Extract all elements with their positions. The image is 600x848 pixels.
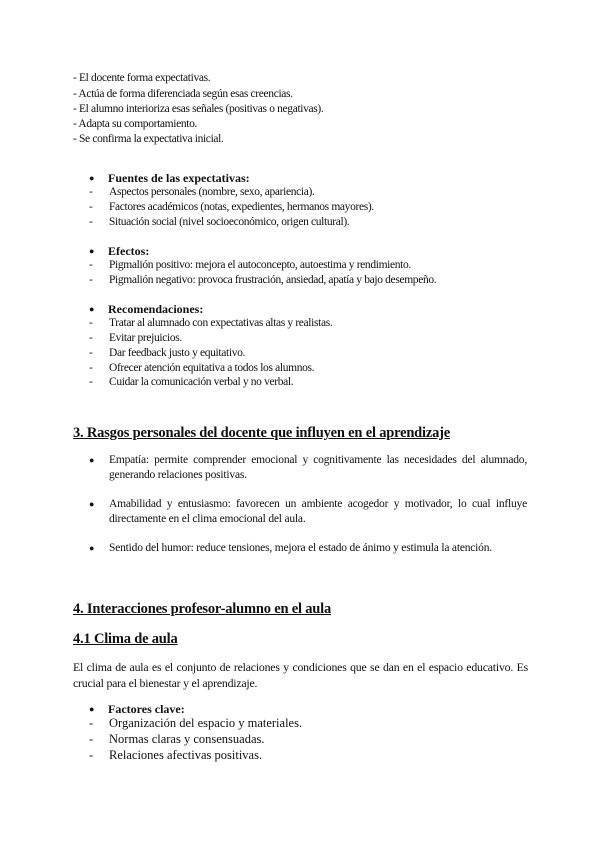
list-item: - Pigmalión negativo: provoca frustración, ansiedad, apatía y bajo desempeño. (89, 274, 437, 286)
efectos-title: ● Efectos: (89, 244, 150, 258)
section-heading: 3. Rasgos personales del docente que influyen en el aprendizaje (73, 425, 451, 441)
bullet-icon: ● (89, 173, 95, 183)
list-item: - Normas claras y consensuadas. (89, 732, 265, 746)
list-item: - Organización del espacio y materiales. (89, 716, 303, 730)
list-item: - Pigmalión positivo: mejora el autoconcepto, autoestima y rendimiento. (89, 259, 411, 271)
list-item: - Cuidar la comunicación verbal y no verbal. (89, 376, 294, 388)
intro-step: - El alumno interioriza esas señales (positivas o negativas). (73, 103, 324, 115)
recomendaciones-title: ● Recomendaciones: (89, 302, 204, 316)
trait-bullet: ● Empatía: permite comprender emocional y cognitivamente las necesidades del alumnado, generando relaciones positivas. (89, 454, 527, 481)
paragraph: El clima de aula es el conjunto de relaciones y condiciones que se dan en el espacio educativo. Es crucial para el bienestar y el aprendizaje. (73, 660, 528, 690)
subsection-heading: 4.1 Clima de aula (73, 631, 178, 647)
list-item: - Situación social (nivel socioeconómico, origen cultural). (89, 216, 350, 228)
bullet-icon: ● (89, 499, 95, 509)
bullet-icon: ● (89, 543, 95, 553)
factores-title: ● Factores clave: (89, 702, 185, 716)
bullet-icon: ● (89, 246, 95, 256)
section-heading: 4. Interacciones profesor-alumno en el aula (73, 601, 332, 617)
intro-step: - Actúa de forma diferenciada según esas creencias. (73, 88, 293, 100)
intro-step: - El docente forma expectativas. (73, 72, 211, 84)
list-item: - Dar feedback justo y equitativo. (89, 347, 246, 359)
list-item: - Aspectos personales (nombre, sexo, apariencia). (89, 186, 315, 198)
list-item: - Factores académicos (notas, expedientes, hermanos mayores). (89, 201, 374, 213)
list-item: - Relaciones afectivas positivas. (89, 748, 263, 762)
trait-bullet: ● Amabilidad y entusiasmo: favorecen un ambiente acogedor y motivador, lo cual influye directamente en el clima emocional del aula. (89, 498, 527, 525)
intro-step: - Se confirma la expectativa inicial. (73, 133, 224, 145)
bullet-icon: ● (89, 455, 95, 465)
list-item: - Ofrecer atención equitativa a todos los alumnos. (89, 362, 315, 374)
bullet-icon: ● (89, 704, 95, 714)
bullet-icon: ● (89, 304, 95, 314)
intro-step: - Adapta su comportamiento. (73, 118, 198, 130)
fuentes-title: ● Fuentes de las expectativas: (89, 171, 250, 185)
trait-bullet: ● Sentido del humor: reduce tensiones, mejora el estado de ánimo y estimula la atención. (89, 542, 492, 554)
list-item: - Tratar al alumnado con expectativas altas y realistas. (89, 317, 333, 329)
list-item: - Evitar prejuicios. (89, 332, 182, 344)
